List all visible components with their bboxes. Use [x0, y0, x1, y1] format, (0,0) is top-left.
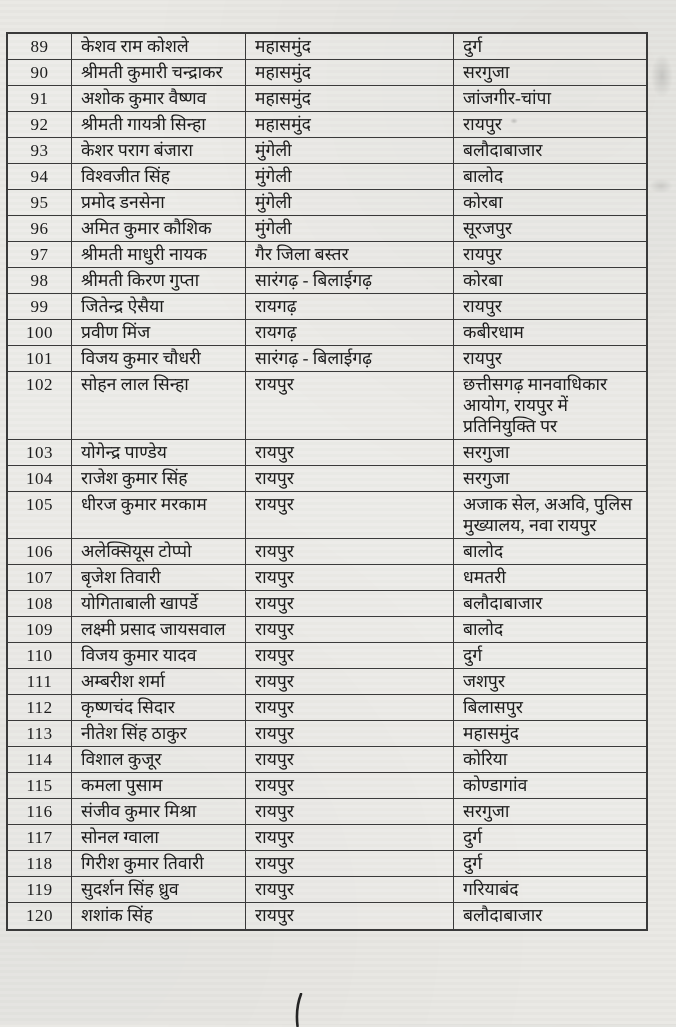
destination-cell: बलौदाबाजार [463, 905, 543, 925]
name-cell: केशर पराग बंजारा [72, 138, 246, 163]
destination-cell: रायपुर [463, 296, 502, 316]
serial-cell: 96 [8, 216, 72, 241]
serial-cell: 111 [8, 669, 72, 694]
destination-cell: सरगुजा [463, 442, 510, 462]
name-cell: कृष्णचंद सिदार [72, 695, 246, 720]
serial-cell: 113 [8, 721, 72, 746]
name-cell: लक्ष्मी प्रसाद जायसवाल [72, 617, 246, 642]
destination-cell: सरगुजा [463, 801, 510, 821]
table-row [8, 164, 646, 190]
destination-cell: बलौदाबाजार [463, 593, 543, 613]
district-cell: रायपुर [246, 825, 454, 850]
table-row [8, 346, 646, 372]
table-row [8, 591, 646, 617]
serial-cell: 114 [8, 747, 72, 772]
district-cell: महासमुंद [246, 34, 454, 59]
serial-cell: 99 [8, 294, 72, 319]
transfer-table [6, 32, 648, 931]
destination-cell: दुर्ग [463, 827, 483, 847]
district-cell: महासमुंद [246, 60, 454, 85]
name-cell: श्रीमती कुमारी चन्द्राकर [72, 60, 246, 85]
destination-cell: सूरजपुर [463, 218, 513, 238]
destination-cell: जशपुर [463, 671, 505, 691]
destination-cell: सरगुजा [463, 468, 510, 488]
serial-cell: 110 [8, 643, 72, 668]
serial-cell: 116 [8, 799, 72, 824]
name-cell: विजय कुमार यादव [72, 643, 246, 668]
district-cell: रायपुर [246, 466, 454, 491]
name-cell: धीरज कुमार मरकाम [72, 492, 246, 538]
table-row [8, 294, 646, 320]
destination-cell: रायपुर [463, 348, 502, 368]
table-row [8, 60, 646, 86]
name-cell: नीतेश सिंह ठाकुर [72, 721, 246, 746]
name-cell: गिरीश कुमार तिवारी [72, 851, 246, 876]
district-cell: मुंगेली [246, 190, 454, 215]
destination-cell: रायपुर [463, 114, 502, 134]
name-cell: योगिताबाली खापर्डे [72, 591, 246, 616]
table-row [8, 190, 646, 216]
table-row [8, 268, 646, 294]
serial-cell: 105 [8, 492, 72, 538]
table-row [8, 565, 646, 591]
name-cell: श्रीमती किरण गुप्ता [72, 268, 246, 293]
district-cell: रायपुर [246, 591, 454, 616]
table-row [8, 34, 646, 60]
destination-cell: दुर्ग [463, 36, 483, 56]
destination-cell: धमतरी [463, 567, 506, 587]
serial-cell: 108 [8, 591, 72, 616]
district-cell: रायपुर [246, 695, 454, 720]
table-row [8, 86, 646, 112]
table-row [8, 112, 646, 138]
scan-smudge [648, 178, 674, 194]
table-row [8, 138, 646, 164]
destination-cell: कोरबा [463, 270, 503, 290]
serial-cell: 93 [8, 138, 72, 163]
name-cell: प्रमोद डनसेना [72, 190, 246, 215]
name-cell: बृजेश तिवारी [72, 565, 246, 590]
serial-cell: 107 [8, 565, 72, 590]
table-row [8, 320, 646, 346]
district-cell: रायपुर [246, 643, 454, 668]
destination-cell: कोरिया [463, 749, 508, 769]
destination-cell: कोरबा [463, 192, 503, 212]
name-cell: श्रीमती माधुरी नायक [72, 242, 246, 267]
serial-cell: 91 [8, 86, 72, 111]
destination-cell: दुर्ग [463, 853, 483, 873]
name-cell: जितेन्द्र ऐसैया [72, 294, 246, 319]
table-row [8, 851, 646, 877]
table-row [8, 825, 646, 851]
name-cell: राजेश कुमार सिंह [72, 466, 246, 491]
district-cell: रायपुर [246, 492, 454, 538]
destination-cell: कोण्डागांव [463, 775, 528, 795]
name-cell: केशव राम कोशले [72, 34, 246, 59]
district-cell: रायपुर [246, 372, 454, 439]
name-cell: योगेन्द्र पाण्डेय [72, 440, 246, 465]
destination-cell: छत्तीसगढ़ मानवाधिकार आयोग, रायपुर में प्रतिनियुक्ति पर [463, 374, 608, 436]
serial-cell: 104 [8, 466, 72, 491]
name-cell: सोनल ग्वाला [72, 825, 246, 850]
destination-cell: बालोद [463, 541, 504, 561]
table-row [8, 773, 646, 799]
table-row [8, 539, 646, 565]
destination-cell: जांजगीर-चांपा [463, 88, 551, 108]
serial-cell: 115 [8, 773, 72, 798]
destination-cell: बालोद [463, 166, 504, 186]
name-cell: अशोक कुमार वैष्णव [72, 86, 246, 111]
destination-cell: सरगुजा [463, 62, 510, 82]
serial-cell: 92 [8, 112, 72, 137]
pen-stroke-mark [290, 993, 310, 1027]
table-row [8, 643, 646, 669]
table-row [8, 799, 646, 825]
district-cell: रायगढ़ [246, 294, 454, 319]
serial-cell: 117 [8, 825, 72, 850]
serial-cell: 106 [8, 539, 72, 564]
serial-cell: 97 [8, 242, 72, 267]
destination-cell: कबीरधाम [463, 322, 524, 342]
district-cell: रायपुर [246, 877, 454, 902]
serial-cell: 89 [8, 34, 72, 59]
serial-cell: 95 [8, 190, 72, 215]
district-cell: रायपुर [246, 565, 454, 590]
table-row [8, 695, 646, 721]
destination-cell: बिलासपुर [463, 697, 523, 717]
district-cell: रायपुर [246, 851, 454, 876]
name-cell: अमित कुमार कौशिक [72, 216, 246, 241]
name-cell: सुदर्शन सिंह ध्रुव [72, 877, 246, 902]
table-row [8, 721, 646, 747]
district-cell: रायपुर [246, 669, 454, 694]
name-cell: शशांक सिंह [72, 903, 246, 929]
district-cell: महासमुंद [246, 112, 454, 137]
district-cell: रायपुर [246, 539, 454, 564]
table-row [8, 877, 646, 903]
district-cell: गैर जिला बस्तर [246, 242, 454, 267]
destination-cell: दुर्ग [463, 645, 483, 665]
name-cell: विशाल कुजूर [72, 747, 246, 772]
serial-cell: 94 [8, 164, 72, 189]
destination-cell: अजाक सेल, अअवि, पुलिस मुख्यालय, नवा रायपुर [463, 494, 633, 535]
district-cell: रायगढ़ [246, 320, 454, 345]
serial-cell: 119 [8, 877, 72, 902]
serial-cell: 109 [8, 617, 72, 642]
district-cell: रायपुर [246, 773, 454, 798]
name-cell: विश्वजीत सिंह [72, 164, 246, 189]
table-row [8, 440, 646, 466]
destination-cell: गरियाबंद [463, 879, 519, 899]
serial-cell: 90 [8, 60, 72, 85]
destination-cell: बालोद [463, 619, 504, 639]
serial-cell: 120 [8, 903, 72, 929]
district-cell: रायपुर [246, 721, 454, 746]
name-cell: प्रवीण मिंज [72, 320, 246, 345]
table-row [8, 216, 646, 242]
name-cell: श्रीमती गायत्री सिन्हा [72, 112, 246, 137]
destination-cell: महासमुंद [463, 723, 519, 743]
table-row [8, 242, 646, 268]
serial-cell: 101 [8, 346, 72, 371]
table-row [8, 492, 646, 539]
name-cell: अम्बरीश शर्मा [72, 669, 246, 694]
table-row [8, 466, 646, 492]
table-row [8, 747, 646, 773]
district-cell: मुंगेली [246, 216, 454, 241]
district-cell: रायपुर [246, 747, 454, 772]
district-cell: सारंगढ़ - बिलाईगढ़ [246, 268, 454, 293]
table-row [8, 372, 646, 440]
serial-cell: 118 [8, 851, 72, 876]
serial-cell: 102 [8, 372, 72, 439]
district-cell: महासमुंद [246, 86, 454, 111]
district-cell: रायपुर [246, 799, 454, 824]
district-cell: रायपुर [246, 903, 454, 929]
destination-cell: बलौदाबाजार [463, 140, 543, 160]
table-row [8, 903, 646, 929]
name-cell: कमला पुसाम [72, 773, 246, 798]
table-row [8, 669, 646, 695]
district-cell: रायपुर [246, 617, 454, 642]
serial-cell: 100 [8, 320, 72, 345]
district-cell: मुंगेली [246, 164, 454, 189]
name-cell: अलेक्सियूस टोप्पो [72, 539, 246, 564]
district-cell: मुंगेली [246, 138, 454, 163]
table-row [8, 617, 646, 643]
name-cell: सोहन लाल सिन्हा [72, 372, 246, 439]
serial-cell: 98 [8, 268, 72, 293]
name-cell: संजीव कुमार मिश्रा [72, 799, 246, 824]
scan-smudge [650, 52, 674, 100]
serial-cell: 103 [8, 440, 72, 465]
serial-cell: 112 [8, 695, 72, 720]
district-cell: सारंगढ़ - बिलाईगढ़ [246, 346, 454, 371]
destination-cell: रायपुर [463, 244, 502, 264]
district-cell: रायपुर [246, 440, 454, 465]
name-cell: विजय कुमार चौधरी [72, 346, 246, 371]
